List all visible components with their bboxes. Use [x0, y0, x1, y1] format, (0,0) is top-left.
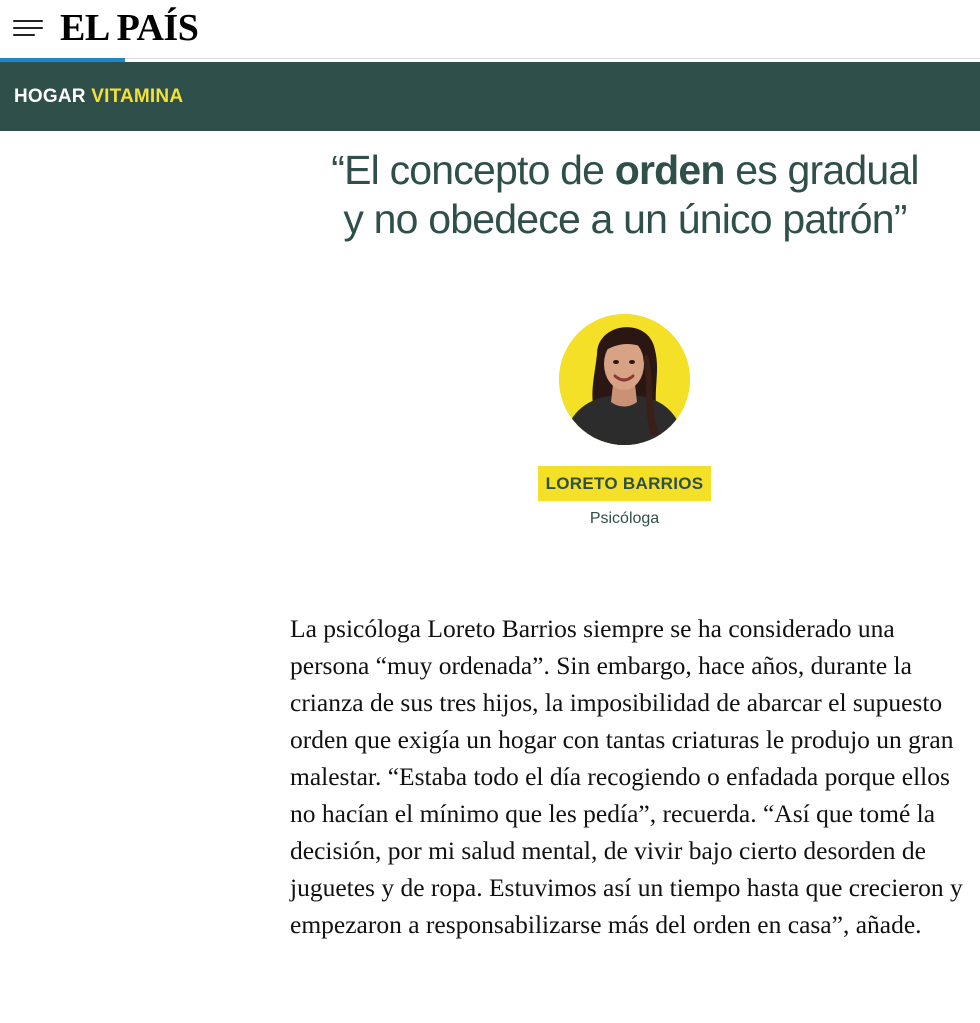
article-paragraph: La psicóloga Loreto Barrios siempre se ha considerado una persona “muy ordenada”. Sin embargo, hace años, durante la crianza de sus tres hijos, la imposibilidad de abarcar el supuesto orden que exigía un hogar con tantas criaturas le produjo un gran malestar. “Estaba todo el día recogiendo o enfadada porque ellos no hacían el mínimo que les pedía”, recuerda. “Así que tomé la decisión, por mi salud mental, de vivir bajo cierto desorden de juguetes y de ropa. Estuvimos así un tiempo hasta que crecieron y empezaron a responsabilizarse más del orden en casa”, añade. [290, 614, 963, 939]
section-band [0, 62, 980, 131]
author-name: LORETO BARRIOS [545, 474, 704, 493]
header-divider [0, 58, 980, 59]
hamburger-menu-icon[interactable] [10, 14, 46, 44]
site-logo[interactable]: EL PAÍS [60, 7, 199, 49]
author-role: Psicóloga [589, 510, 660, 527]
author-avatar [559, 314, 690, 445]
quote-text-line2: y no obedece a un único patrón” [343, 196, 907, 242]
section-title[interactable] [14, 86, 183, 108]
headline-quote [300, 146, 950, 244]
section-title-primary: HOGAR [14, 86, 86, 107]
quote-text-middle: es gradual [724, 147, 919, 193]
author-name-badge[interactable] [538, 466, 711, 501]
author-portrait [559, 314, 690, 445]
top-bar [0, 0, 980, 58]
menu-line [13, 27, 43, 29]
menu-line [13, 34, 35, 36]
quote-text-start: “El concepto de [331, 147, 615, 193]
section-title-secondary: VITAMINA [91, 86, 184, 107]
quote-emphasis: orden [614, 147, 725, 193]
menu-line [13, 20, 43, 22]
